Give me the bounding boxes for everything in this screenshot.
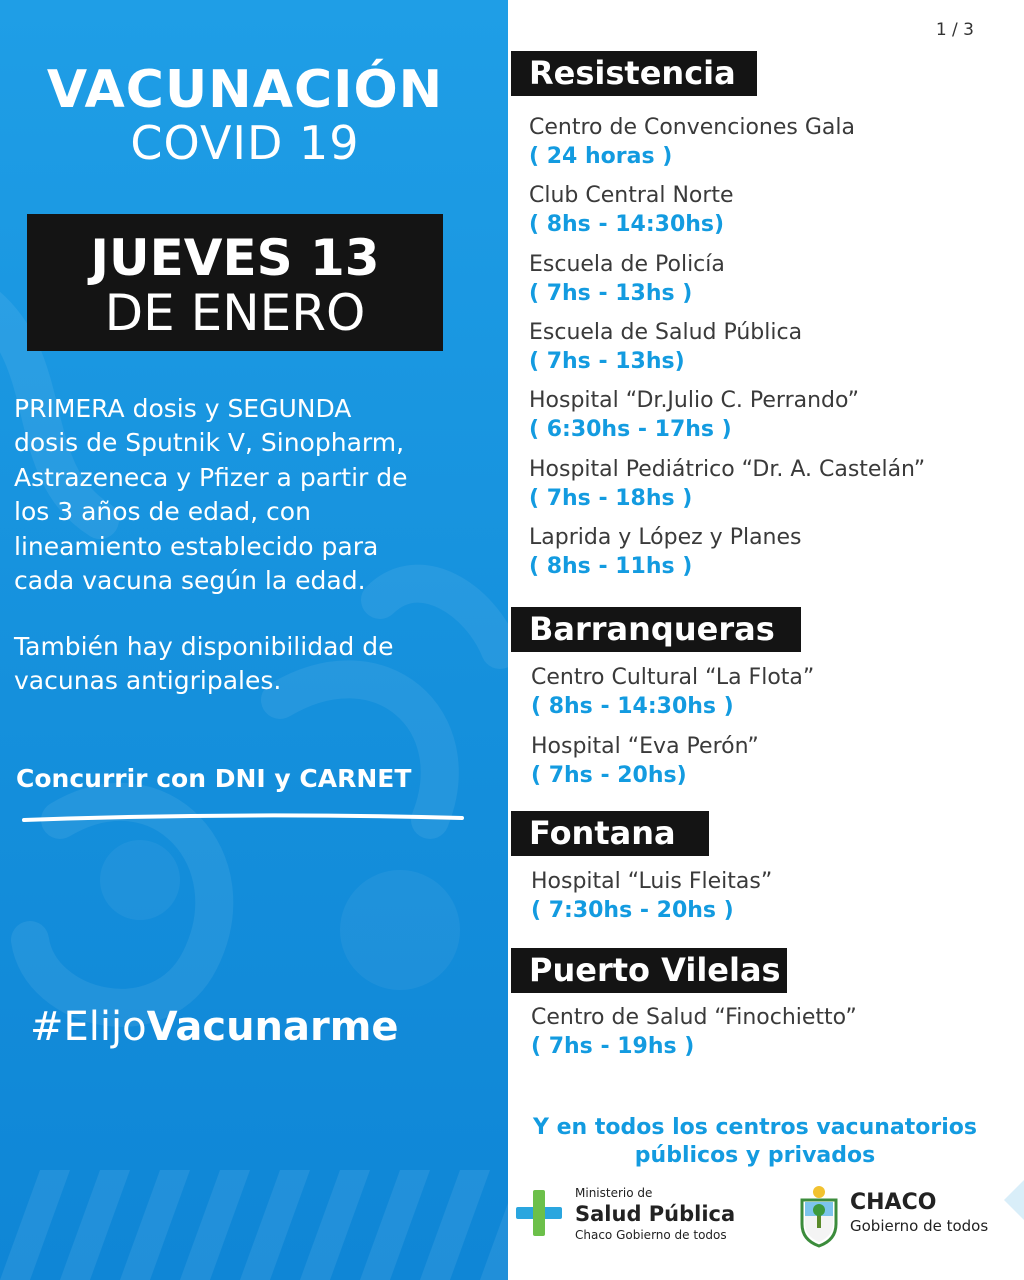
location-name: Escuela de Salud Pública (529, 320, 803, 345)
ministry-line3: Chaco Gobierno de todos (575, 1228, 727, 1242)
ministry-line2: Salud Pública (575, 1202, 736, 1226)
city-header-fontana: Fontana (511, 811, 709, 856)
description-line: dosis de Sputnik V, Sinopharm, (14, 428, 405, 458)
date-box (27, 214, 443, 351)
location-name: Hospital “Eva Perón” (531, 734, 759, 759)
description-line: Astrazeneca y Pfizer a partir de (14, 462, 408, 492)
location-name: Hospital Pediátrico “Dr. A. Castelán” (529, 457, 926, 482)
campaign-subtitle: COVID 19 (130, 116, 360, 170)
location-hours: ( 6:30hs - 17hs ) (529, 417, 732, 442)
brush-underline (22, 808, 464, 828)
location-hours: ( 7hs - 13hs ) (529, 281, 693, 306)
chaco-seal-icon (796, 1184, 842, 1248)
location-hours: ( 7hs - 13hs) (529, 349, 685, 374)
left-panel (0, 0, 508, 1280)
description-line: También hay disponibilidad de (14, 632, 394, 661)
description-line: cada vacuna según la edad. (14, 566, 366, 596)
note-line: Y en todos los centros vacunatorios (533, 1115, 977, 1140)
ministry-logo (516, 1184, 766, 1248)
location-name: Centro de Salud “Finochietto” (531, 1005, 857, 1030)
health-cross-icon (516, 1190, 562, 1236)
location-hours: ( 7hs - 20hs) (531, 763, 687, 788)
ministry-line1: Ministerio de (575, 1186, 653, 1200)
location-hours: ( 8hs - 11hs ) (529, 554, 693, 579)
description-line: los 3 años de edad, con (14, 497, 311, 527)
description-line: vacunas antigripales. (14, 666, 282, 696)
id-requirement-notice: Concurrir con DNI y CARNET (16, 764, 412, 793)
date-month: DE ENERO (104, 284, 366, 342)
flu-vaccine-note (14, 630, 484, 699)
location-name: Laprida y López y Planes (529, 525, 802, 550)
location-hours: ( 7hs - 19hs ) (531, 1034, 695, 1059)
chaco-government-logo (796, 1184, 996, 1248)
date-day: JUEVES 13 (90, 229, 380, 287)
description-line: PRIMERA dosis y SEGUNDA (14, 394, 352, 423)
location-hours: ( 24 horas ) (529, 144, 673, 169)
city-header-puerto-vilelas: Puerto Vilelas (511, 948, 787, 993)
city-header-resistencia: Resistencia (511, 51, 757, 96)
city-header-barranqueras: Barranqueras (511, 607, 801, 652)
page-indicator: 1 / 3 (935, 20, 974, 40)
corner-decoration (1000, 1180, 1024, 1220)
note-line: públicos y privados (634, 1143, 876, 1168)
chaco-tagline: Gobierno de todos (850, 1217, 989, 1235)
location-name: Hospital “Luis Fleitas” (531, 869, 773, 894)
campaign-hashtag (30, 1004, 490, 1050)
location-name: Centro de Convenciones Gala (529, 115, 855, 140)
location-name: Club Central Norte (529, 183, 734, 208)
location-hours: ( 8hs - 14:30hs) (529, 212, 725, 237)
location-name: Centro Cultural “La Flota” (531, 665, 815, 690)
all-centers-note (508, 1114, 1002, 1170)
bottom-stripe-pattern (0, 1170, 508, 1280)
location-hours: ( 8hs - 14:30hs ) (531, 694, 734, 719)
chaco-name: CHACO (850, 1190, 937, 1215)
hashtag-bold: Vacunarme (146, 1004, 399, 1050)
campaign-title: VACUNACIÓN (46, 60, 444, 120)
location-hours: ( 7hs - 18hs ) (529, 486, 693, 511)
location-name: Hospital “Dr.Julio C. Perrando” (529, 388, 860, 413)
dose-description (14, 392, 484, 598)
hashtag-prefix: #Elijo (30, 1004, 147, 1050)
location-hours: ( 7:30hs - 20hs ) (531, 898, 734, 923)
description-line: lineamiento establecido para (14, 531, 379, 561)
location-name: Escuela de Policía (529, 252, 725, 277)
